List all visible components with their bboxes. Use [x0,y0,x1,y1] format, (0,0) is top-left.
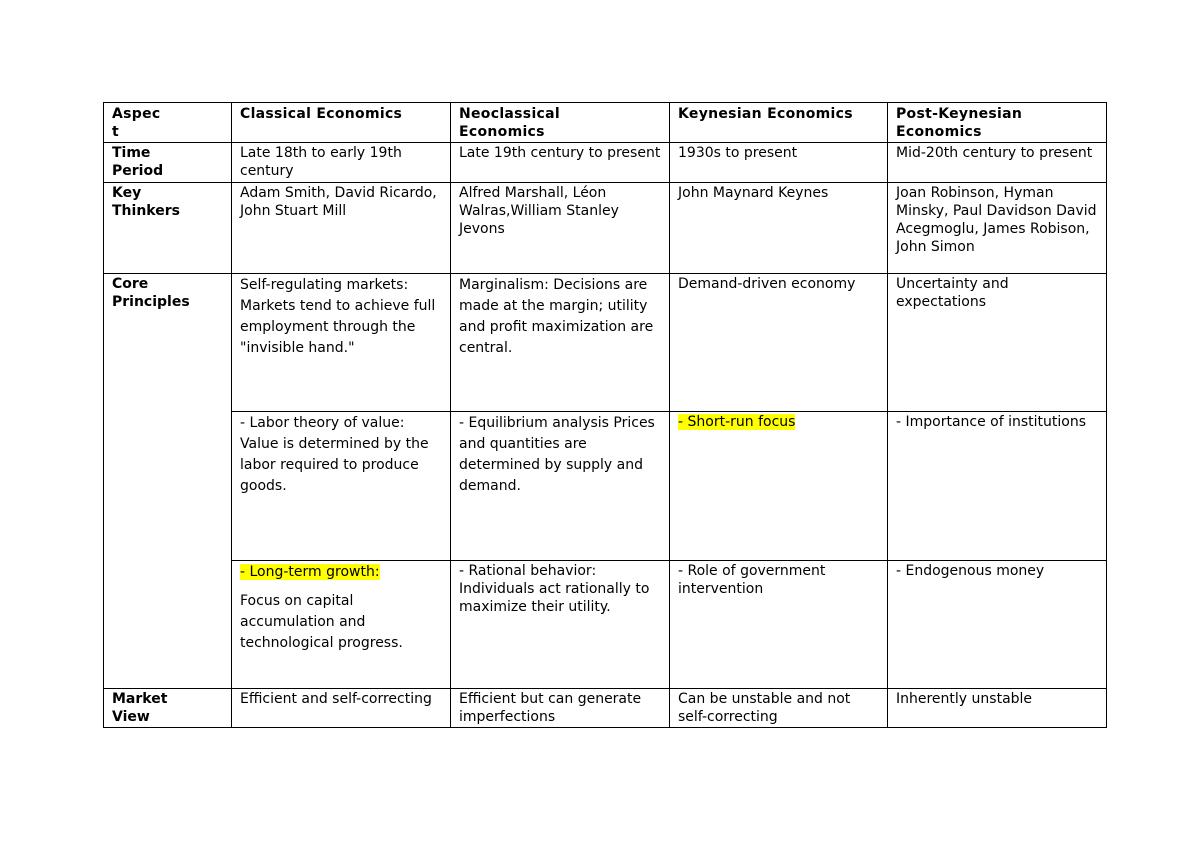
cell-core2-neoclassical: - Equilibrium analysis Prices and quantities are determined by supply and demand. [451,412,670,561]
cell-core2-keynesian [670,412,888,561]
highlighted-text: - Long-term growth: [240,564,380,580]
table-row-market-view [104,689,1107,728]
cell-core1-neoclassical: Marginalism: Decisions are made at the margin; utility and profit maximization are central. [451,274,670,412]
cell-core3-post-keynesian: - Endogenous money [888,561,1107,689]
cell-core3-classical [232,561,451,689]
cell-market-neoclassical: Efficient but can generate imperfections [451,689,670,728]
table-row-core-principles-3 [104,561,1107,689]
cell-thinkers-neoclassical: Alfred Marshall, Léon Walras,William Stanley Jevons [451,183,670,274]
header-post-keynesian: Post-Keynesian Economics [888,103,1107,143]
header-aspect: Aspec t [104,103,232,143]
cell-time-keynesian: 1930s to present [670,143,888,183]
table-row-core-principles-2 [104,412,1107,561]
cell-core3-neoclassical: - Rational behavior: Individuals act rationally to maximize their utility. [451,561,670,689]
cell-market-post-keynesian: Inherently unstable [888,689,1107,728]
row-label-market-view: Market View [104,689,232,728]
table-row-core-principles-1 [104,274,1107,412]
header-keynesian: Keynesian Economics [670,103,888,143]
table-row-time-period [104,143,1107,183]
economics-comparison-table [103,102,1107,728]
cell-market-keynesian: Can be unstable and not self-correcting [670,689,888,728]
cell-core2-classical: - Labor theory of value: Value is determined by the labor required to produce goods. [232,412,451,561]
cell-thinkers-classical: Adam Smith, David Ricardo, John Stuart Mill [232,183,451,274]
row-label-time-period: Time Period [104,143,232,183]
cell-market-classical: Efficient and self-correcting [232,689,451,728]
header-classical: Classical Economics [232,103,451,143]
table-header-row [104,103,1107,143]
cell-thinkers-post-keynesian: Joan Robinson, Hyman Minsky, Paul Davidson David Acegmoglu, James Robison, John Simon [888,183,1107,274]
paragraph-text: Focus on capital accumulation and technological progress. [240,593,403,651]
cell-time-classical: Late 18th to early 19th century [232,143,451,183]
cell-core1-keynesian: Demand-driven economy [670,274,888,412]
cell-core3-keynesian: - Role of government intervention [670,561,888,689]
row-label-key-thinkers: Key Thinkers [104,183,232,274]
cell-time-post-keynesian: Mid-20th century to present [888,143,1107,183]
cell-time-neoclassical: Late 19th century to present [451,143,670,183]
cell-core1-post-keynesian: Uncertainty and expectations [888,274,1107,412]
header-neoclassical: Neoclassical Economics [451,103,670,143]
cell-core1-classical: Self-regulating markets: Markets tend to achieve full employment through the "invisible hand." [232,274,451,412]
cell-core2-post-keynesian: - Importance of institutions [888,412,1107,561]
cell-thinkers-keynesian: John Maynard Keynes [670,183,888,274]
highlighted-text: - Short-run focus [678,414,796,430]
row-label-core-principles: Core Principles [104,274,232,689]
table-row-key-thinkers [104,183,1107,274]
